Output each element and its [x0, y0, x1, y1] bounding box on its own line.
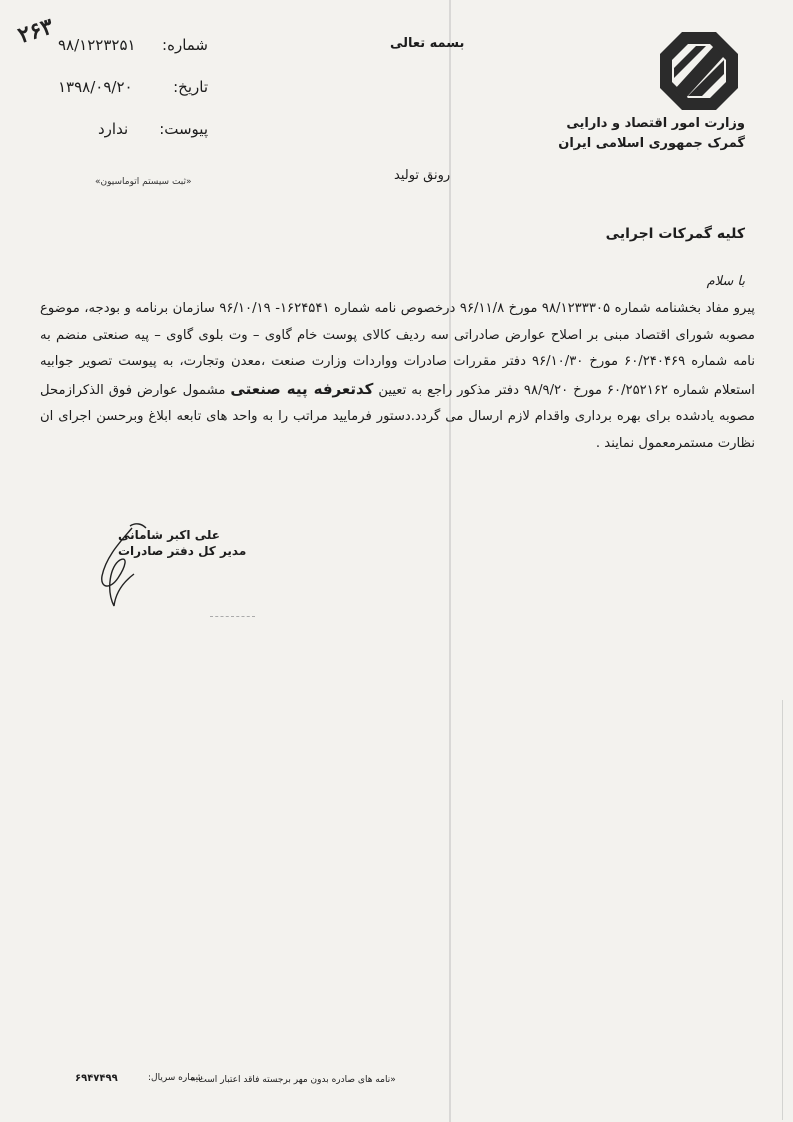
- serial-value: ۶۹۴۷۴۹۹: [75, 1073, 118, 1084]
- number-label: شماره:: [162, 36, 208, 54]
- serial-label: شماره سریال:: [148, 1073, 203, 1083]
- body-highlight: کدتعرفه پیه صنعتی: [230, 379, 374, 398]
- footer-note: «نامه های صادره بدون مهر برجسته فاقد اعتبار است.»: [190, 1075, 396, 1085]
- body-part-2: مشمول عوارض فوق الذکرازمحل مصوبه یادشده برای بهره برداری واقدام لازم ارسال می گردد.دستور فرمایید مراتب را به واحد های تابعه ابلاغ وبرحسن اجرای ان نظارت مستمرمعمول نمایند .: [40, 382, 755, 451]
- letter-body: [40, 296, 755, 457]
- date-value: ۱۳۹۸/۰۹/۲۰: [58, 78, 133, 96]
- slogan-text: رونق تولید: [394, 168, 451, 183]
- handwritten-number: ۲۶۳: [14, 13, 57, 49]
- iran-customs-emblem-icon: [658, 30, 740, 112]
- recipient: کلیه گمرکات اجرایی: [605, 226, 745, 242]
- scan-margin-mark: [782, 700, 783, 1120]
- attachment-label: پیوست:: [159, 120, 208, 138]
- body-part-1: پیرو مفاد بخشنامه شماره ۹۸/۱۲۳۳۳۰۵ مورخ ۹۶/۱۱/۸ درخصوص نامه شماره ۱۶۲۴۵۴۱- ۹۶/۱۰/۱۹ سازمان برنامه و بودجه، موضوع مصوبه شورای اقتصاد مبنی بر اصلاح عوارض صادراتی سه ردیف کالای پوست خام گاوی – وت بلوی گاوی – پیه صنعتی منضم به نامه شماره ۶۰/۲۴۰۴۶۹ مورخ ۹۶/۱۰/۳۰ دفتر مقررات صادرات وواردات وزارت صنعت ،معدن وتجارت، به پیوست تصویر جوابیه استعلام شماره ۶۰/۲۵۲۱۶۲ مورخ ۹۸/۹/۲۰ دفتر مذکور راجع به تعیین: [40, 301, 755, 398]
- bismillah-heading: بسمه تعالی: [390, 36, 465, 51]
- signatory-name: علی اکبر شامانی: [118, 528, 220, 542]
- greeting: با سلام: [706, 274, 745, 289]
- faint-mark: [210, 616, 255, 621]
- attachment-value: ندارد: [98, 120, 129, 138]
- system-note: «ثبت سیستم اتوماسیون»: [95, 177, 192, 187]
- customs-name: گمرک جمهوری اسلامی ایران: [558, 136, 745, 151]
- signatory-title: مدیر کل دفتر صادرات: [118, 544, 247, 558]
- letter-number-row: [58, 36, 208, 54]
- number-value: ۹۸/۱۲۲۳۲۵۱: [58, 36, 136, 54]
- attachment-row: [98, 120, 208, 138]
- letter-date-row: [58, 78, 208, 96]
- ministry-name: وزارت امور اقتصاد و دارایی: [566, 116, 745, 131]
- date-label: تاریخ:: [173, 78, 208, 96]
